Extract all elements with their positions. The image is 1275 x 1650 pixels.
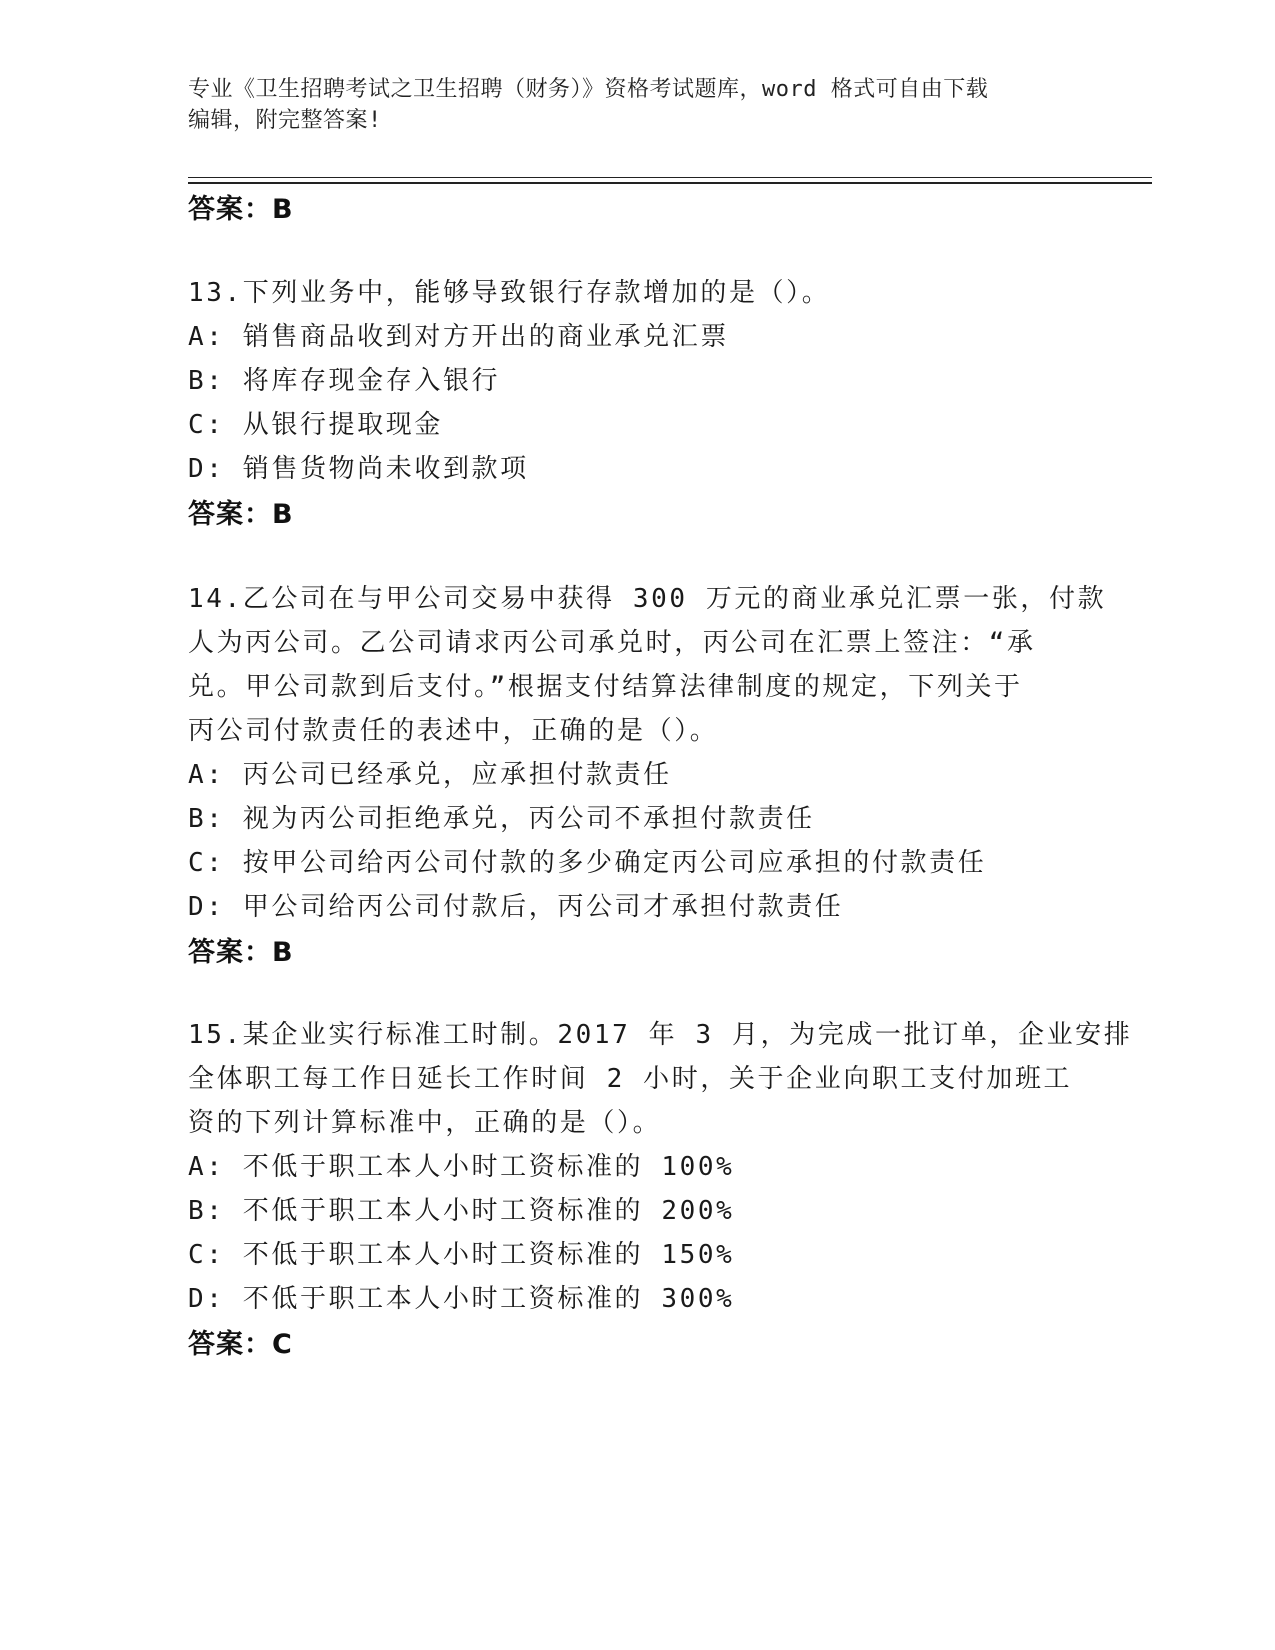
question-13-stem: 13.下列业务中，能够导致银行存款增加的是（）。 (188, 278, 831, 308)
question-14-answer: 答案：B (188, 937, 294, 968)
question-13-answer: 答案：B (188, 499, 294, 530)
question-14-stem-line-2: 人为丙公司。乙公司请求丙公司承兑时，丙公司在汇票上签注：“承 (188, 628, 1036, 658)
question-13-option-d: D: 销售货物尚未收到款项 (188, 454, 529, 484)
header-divider-thin (188, 177, 1152, 178)
answer-label: 答案：B (188, 194, 294, 225)
question-15-stem-line-3: 资的下列计算标准中，正确的是（）。 (188, 1108, 662, 1138)
question-15-option-b: B: 不低于职工本人小时工资标准的 200% (188, 1196, 735, 1226)
header-line-1: 专业《卫生招聘考试之卫生招聘（财务）》资格考试题库，word 格式可自由下载 (188, 77, 989, 102)
question-15-option-c: C: 不低于职工本人小时工资标准的 150% (188, 1240, 735, 1270)
question-15-answer: 答案：C (188, 1329, 293, 1360)
document-header (188, 74, 1088, 136)
question-14-option-d: D: 甲公司给丙公司付款后，丙公司才承担付款责任 (188, 892, 844, 922)
question-14-option-b: B: 视为丙公司拒绝承兑，丙公司不承担付款责任 (188, 804, 815, 834)
header-divider-thick (188, 182, 1152, 184)
question-15-stem-line-1: 15.某企业实行标准工时制。2017 年 3 月，为完成一批订单，企业安排 (188, 1020, 1133, 1050)
question-14-stem-line-4: 丙公司付款责任的表述中，正确的是（）。 (188, 716, 719, 746)
question-13-option-a: A: 销售商品收到对方开出的商业承兑汇票 (188, 322, 729, 352)
question-15-option-d: D: 不低于职工本人小时工资标准的 300% (188, 1284, 735, 1314)
question-15-option-a: A: 不低于职工本人小时工资标准的 100% (188, 1152, 735, 1182)
question-13-option-c: C: 从银行提取现金 (188, 410, 443, 440)
question-15-stem-line-2: 全体职工每工作日延长工作时间 2 小时，关于企业向职工支付加班工 (188, 1064, 1073, 1094)
question-14-option-a: A: 丙公司已经承兑，应承担付款责任 (188, 760, 672, 790)
question-14-stem-line-3: 兑。甲公司款到后支付。”根据支付结算法律制度的规定，下列关于 (188, 672, 1023, 702)
header-line-2: 编辑，附完整答案! (188, 108, 382, 133)
question-14-stem-line-1: 14.乙公司在与甲公司交易中获得 300 万元的商业承兑汇票一张，付款 (188, 584, 1107, 614)
question-13-option-b: B: 将库存现金存入银行 (188, 366, 501, 396)
question-14-option-c: C: 按甲公司给丙公司付款的多少确定丙公司应承担的付款责任 (188, 848, 987, 878)
